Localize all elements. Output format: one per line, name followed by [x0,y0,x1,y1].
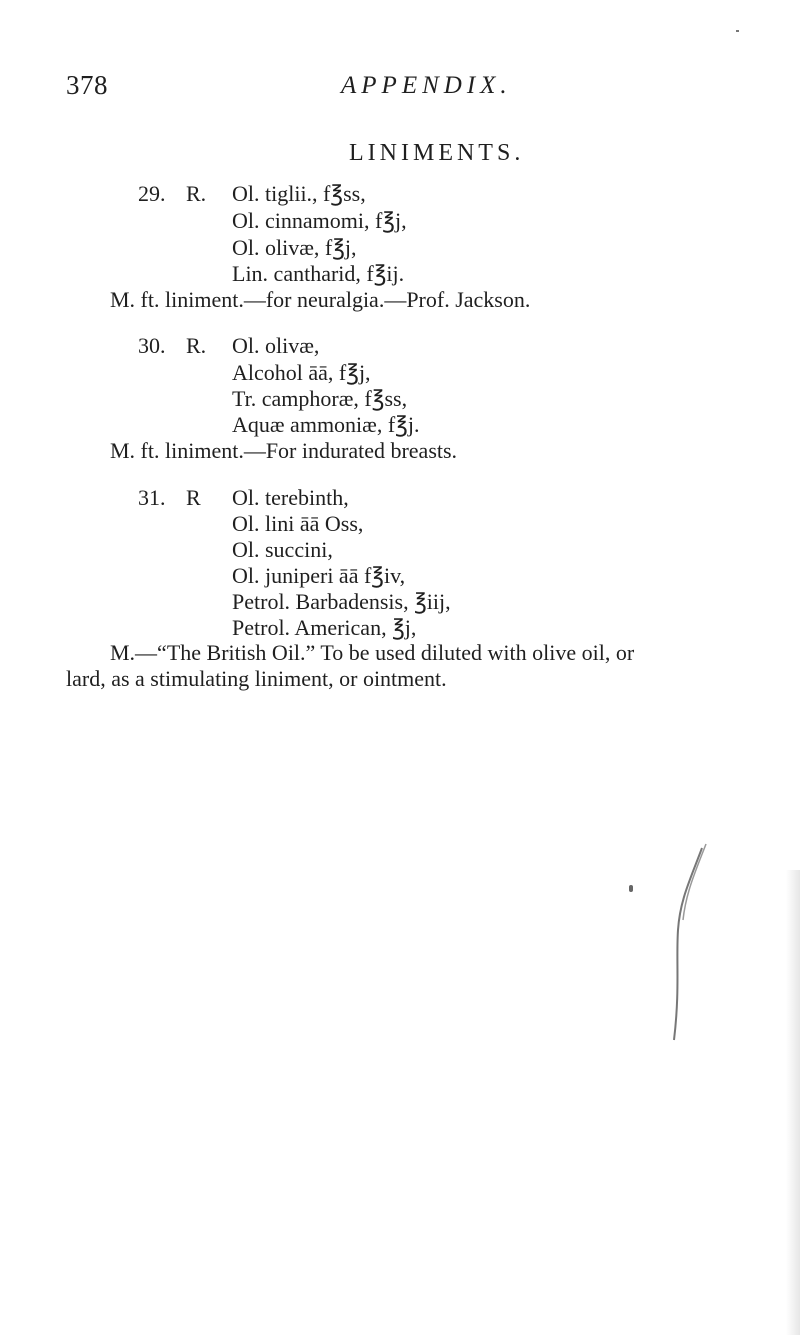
formula-31-rx: R [186,485,201,510]
running-title: APPENDIX. [341,72,512,99]
formula-30-ingredient: Ol. olivæ, [232,333,320,358]
formula-31-directions: M.—“The British Oil.” To be used diluted with olive oil, or [110,640,635,665]
ink-spot [629,885,633,892]
formula-29-number: 29. [138,181,166,206]
formula-31-directions-continued: lard, as a stimulating liniment, or ointment. [66,666,447,691]
page-number: 378 [66,70,108,100]
formula-30-ingredient: Tr. camphoræ, f℥ss, [232,386,408,411]
formula-31-number: 31. [138,485,166,510]
page-edge-shadow [786,870,800,1335]
formula-29-rx: R. [186,181,207,206]
formula-29-directions: M. ft. liniment.—for neuralgia.—Prof. Jackson. [110,287,531,312]
formula-30-directions: M. ft. liniment.—For indurated breasts. [110,438,458,463]
formula-30-number: 30. [138,333,166,358]
formula-30-ingredient: Aquæ ammoniæ, f℥j. [232,412,420,437]
formula-29-ingredient: Ol. olivæ, f℥j, [232,235,357,260]
page-speck [736,30,739,32]
formula-31-ingredient: Petrol. Barbadensis, ℥iij, [232,589,451,614]
section-title: LINIMENTS. [349,140,525,166]
formula-31-ingredient: Ol. juniperi āā f℥iv, [232,563,406,588]
formula-31-ingredient: Ol. succini, [232,537,333,562]
formula-31-ingredient: Ol. lini āā Oss, [232,511,364,536]
pencil-stroke-mark [650,840,710,1050]
formula-31-ingredient: Ol. terebinth, [232,485,349,510]
formula-29-ingredient: Ol. tiglii., f℥ss, [232,181,366,206]
formula-29-ingredient: Lin. cantharid, f℥ij. [232,261,405,286]
formula-31-ingredient: Petrol. American, ℥j, [232,615,417,640]
formula-29-ingredient: Ol. cinnamomi, f℥j, [232,208,407,233]
formula-30-rx: R. [186,333,207,358]
formula-30-ingredient: Alcohol āā, f℥j, [232,360,371,385]
